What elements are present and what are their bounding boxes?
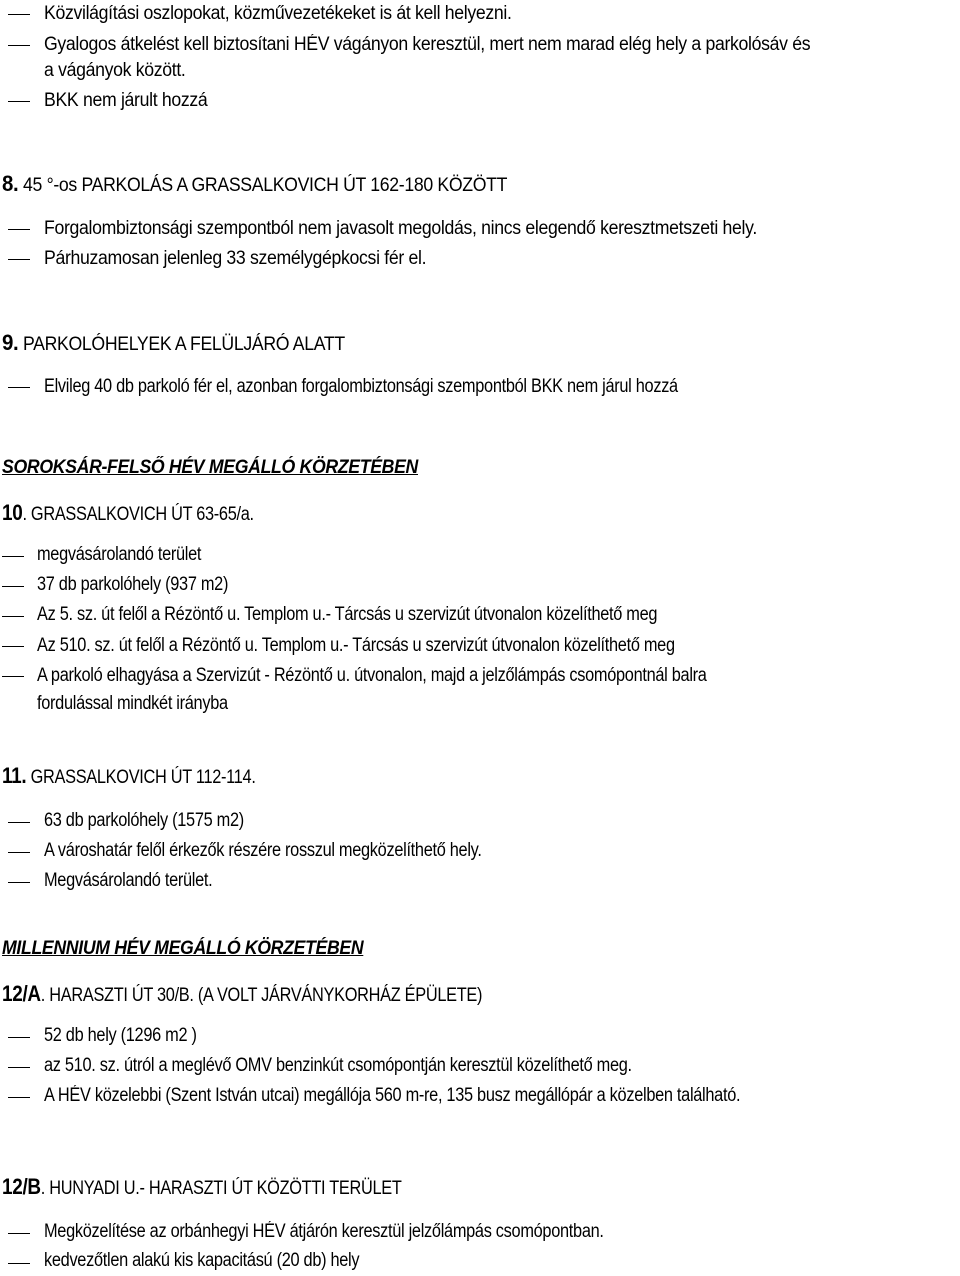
bullet-text: kedvezőtlen alakú kis kapacitású (20 db) hely: [44, 1250, 360, 1271]
dash-marker: [8, 1097, 30, 1098]
section-title: . GRASSALKOVICH ÚT 63-65/a.: [22, 504, 254, 525]
bullet-text: Közvilágítási oszlopokat, közművezetékeket is át kell helyezni.: [44, 3, 512, 24]
bullet-text: az 510. sz. útról a meglévő OMV benzinkút csomópontján keresztül közelíthető meg.: [44, 1055, 632, 1076]
section-number: 10: [2, 500, 23, 525]
area-heading-millennium: MILLENNIUM HÉV MEGÁLLÓ KÖRZETÉBEN: [2, 938, 364, 959]
section-number: 9.: [2, 330, 19, 355]
bullet-text: Megvásárolandó terület.: [44, 870, 213, 891]
bullet-text: megvásárolandó terület: [37, 544, 202, 565]
dash-marker: [8, 259, 30, 260]
section-10-title: [2, 501, 254, 527]
section-number: 11.: [2, 763, 27, 788]
section-title: 45 °-os PARKOLÁS A GRASSALKOVICH ÚT 162-180 KÖZÖTT: [18, 175, 508, 196]
section-number: 12/B: [2, 1174, 41, 1199]
dash-marker: [2, 616, 24, 617]
section-11-title: [2, 764, 256, 790]
bullet-text-continuation: a vágányok között.: [44, 60, 186, 81]
dash-marker: [2, 556, 24, 557]
area-heading-soroksar: SOROKSÁR-FELSŐ HÉV MEGÁLLÓ KÖRZETÉBEN: [2, 457, 418, 478]
bullet-text: BKK nem járult hozzá: [44, 90, 208, 111]
bullet-text: Elvileg 40 db parkoló fér el, azonban forgalombiztonsági szempontból BKK nem járul hozzá: [44, 376, 678, 397]
dash-marker: [2, 676, 24, 677]
dash-marker: [8, 852, 30, 853]
bullet-text: Megközelítése az orbánhegyi HÉV átjárón keresztül jelzőlámpás csomópontban.: [44, 1221, 604, 1242]
bullet-text: 63 db parkolóhely (1575 m2): [44, 810, 244, 831]
section-12b-title: [2, 1175, 402, 1201]
dash-marker: [8, 1233, 30, 1234]
section-title: . HUNYADI U.- HARASZTI ÚT KÖZÖTTI TERÜLET: [40, 1178, 402, 1199]
bullet-text-continuation: fordulással mindkét irányba: [37, 693, 228, 714]
bullet-text: Gyalogos átkelést kell biztosítani HÉV vágányon keresztül, mert nem marad elég hely a parkolósáv és: [44, 34, 811, 55]
dash-marker: [8, 882, 30, 883]
section-9-title: [2, 331, 345, 357]
bullet-text: Forgalombiztonsági szempontból nem javasolt megoldás, nincs elegendő keresztmetszeti hely.: [44, 218, 757, 239]
section-8-title: [2, 172, 507, 198]
section-12a-title: [2, 982, 482, 1008]
bullet-text: Az 5. sz. út felől a Rézöntő u. Templom u.- Tárcsás u szervizút útvonalon közelíthető meg: [37, 604, 658, 625]
bullet-text: Az 510. sz. út felől a Rézöntő u. Templom u.- Tárcsás u szervizút útvonalon közelíthető meg: [37, 635, 675, 656]
dash-marker: [8, 1263, 30, 1264]
bullet-text: A városhatár felől érkezők részére rosszul megközelíthető hely.: [44, 840, 482, 861]
bullet-text: 37 db parkolóhely (937 m2): [37, 574, 229, 595]
bullet-text: A parkoló elhagyása a Szervizút - Rézöntő u. útvonalon, majd a jelzőlámpás csomópontnál balra: [37, 665, 707, 686]
dash-marker: [8, 14, 30, 15]
dash-marker: [2, 646, 24, 647]
bullet-text: A HÉV közelebbi (Szent István utcai) megállója 560 m-re, 135 busz megállópár a közelben található.: [44, 1085, 741, 1106]
dash-marker: [8, 822, 30, 823]
section-number: 8.: [2, 171, 19, 196]
bullet-text: 52 db hely (1296 m2 ): [44, 1025, 197, 1046]
dash-marker: [8, 101, 30, 102]
section-number: 12/A: [2, 981, 41, 1006]
dash-marker: [8, 1067, 30, 1068]
section-title: PARKOLÓHELYEK A FELÜLJÁRÓ ALATT: [18, 334, 345, 355]
dash-marker: [8, 45, 30, 46]
dash-marker: [2, 586, 24, 587]
section-title: . HARASZTI ÚT 30/B. (A VOLT JÁRVÁNYKORHÁZ ÉPÜLETE): [40, 985, 483, 1006]
dash-marker: [8, 229, 30, 230]
dash-marker: [8, 1037, 30, 1038]
dash-marker: [8, 387, 30, 388]
bullet-text: Párhuzamosan jelenleg 33 személygépkocsi fér el.: [44, 248, 427, 269]
section-title: GRASSALKOVICH ÚT 112-114.: [26, 767, 256, 788]
